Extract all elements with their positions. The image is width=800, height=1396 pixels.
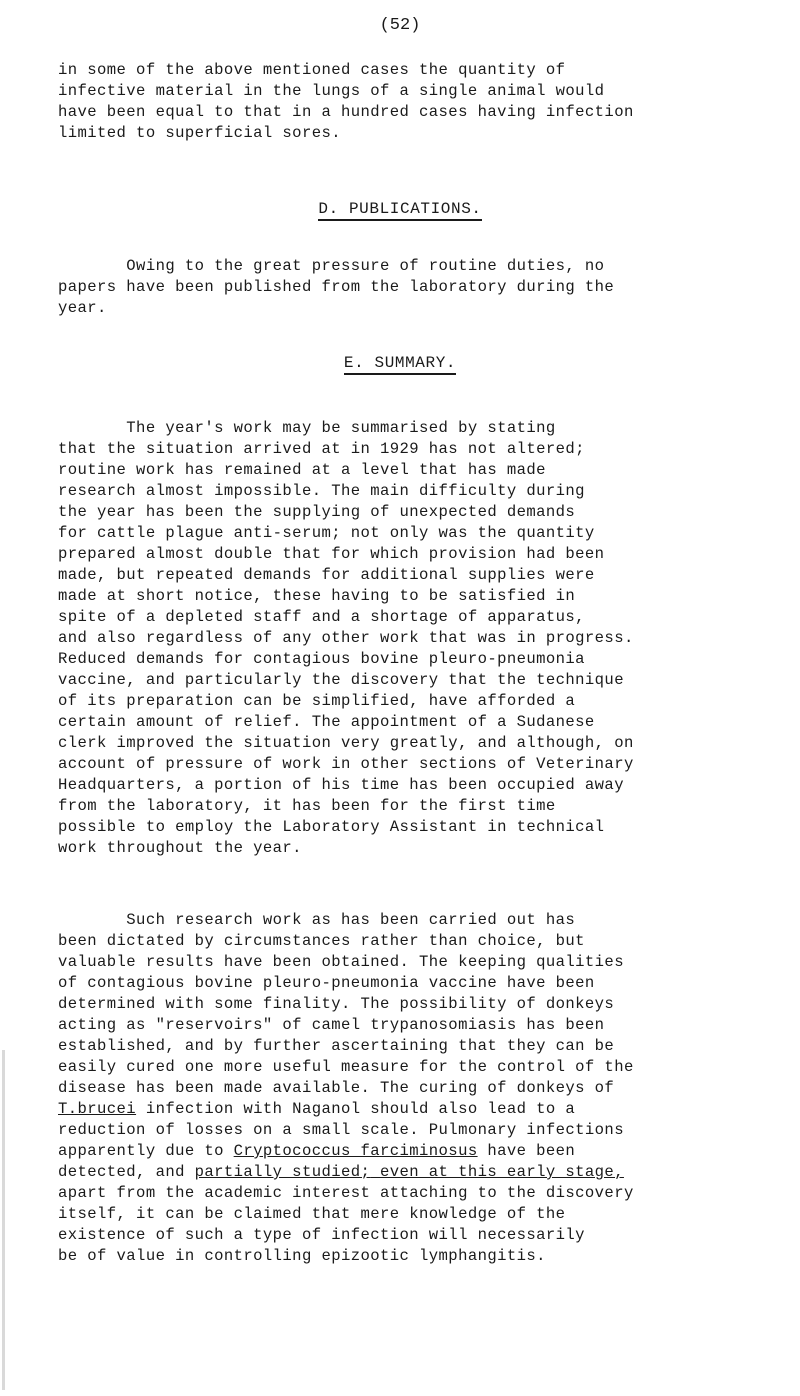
text-line bbox=[58, 1099, 778, 1120]
text-line: Reduced demands for contagious bovine pleuro-pneumonia bbox=[58, 650, 585, 668]
text-line bbox=[58, 1162, 778, 1183]
text-fragment: have been bbox=[477, 1142, 576, 1160]
publications-heading-text: D. PUBLICATIONS. bbox=[318, 200, 481, 221]
text-line: have been equal to that in a hundred cases having infection bbox=[58, 103, 634, 121]
intro-paragraph bbox=[58, 60, 778, 144]
text-line: papers have been published from the laboratory during the bbox=[58, 278, 615, 296]
text-fragment: detected, and bbox=[58, 1163, 195, 1181]
species-name: T.brucei bbox=[58, 1100, 137, 1118]
text-line: The year's work may be summarised by stating bbox=[58, 419, 556, 437]
text-line: Owing to the great pressure of routine duties, no bbox=[58, 257, 605, 275]
text-line: reduction of losses on a small scale. Pulmonary infections bbox=[58, 1121, 624, 1139]
text-fragment: even at this early stage, bbox=[370, 1163, 624, 1181]
text-line: year. bbox=[58, 299, 107, 317]
text-line: certain amount of relief. The appointment of a Sudanese bbox=[58, 713, 595, 731]
summary-heading bbox=[0, 354, 800, 372]
text-line: Headquarters, a portion of his time has been occupied away bbox=[58, 776, 624, 794]
scan-edge-mark bbox=[2, 1050, 5, 1390]
text-line: routine work has remained at a level that has made bbox=[58, 461, 546, 479]
text-line: infective material in the lungs of a single animal would bbox=[58, 82, 605, 100]
text-line: account of pressure of work in other sections of Veterinary bbox=[58, 755, 634, 773]
text-line: acting as "reservoirs" of camel trypanosomiasis has been bbox=[58, 1016, 605, 1034]
page-number: (52) bbox=[379, 16, 421, 35]
summary-heading-text: E. SUMMARY. bbox=[344, 354, 456, 375]
text-line: spite of a depleted staff and a shortage of apparatus, bbox=[58, 608, 585, 626]
text-fragment: infection with Naganol should also lead to a bbox=[136, 1100, 576, 1118]
text-line: in some of the above mentioned cases the quantity of bbox=[58, 61, 566, 79]
text-line: research almost impossible. The main difficulty during bbox=[58, 482, 585, 500]
text-line: the year has been the supplying of unexpected demands bbox=[58, 503, 576, 521]
text-line: clerk improved the situation very greatly, and although, on bbox=[58, 734, 634, 752]
text-line: established, and by further ascertaining that they can be bbox=[58, 1037, 615, 1055]
text-line: limited to superficial sores. bbox=[58, 124, 341, 142]
text-line: disease has been made available. The curing of donkeys of bbox=[58, 1079, 615, 1097]
text-line: be of value in controlling epizootic lymphangitis. bbox=[58, 1247, 546, 1265]
text-line: work throughout the year. bbox=[58, 839, 302, 857]
text-line: vaccine, and particularly the discovery that the technique bbox=[58, 671, 624, 689]
text-line: for cattle plague anti-serum; not only was the quantity bbox=[58, 524, 595, 542]
text-line: of contagious bovine pleuro-pneumonia vaccine have been bbox=[58, 974, 595, 992]
text-line: that the situation arrived at in 1929 has not altered; bbox=[58, 440, 585, 458]
summary-paragraph-1 bbox=[58, 418, 778, 859]
text-line: existence of such a type of infection will necessarily bbox=[58, 1226, 585, 1244]
text-line: and also regardless of any other work that was in progress. bbox=[58, 629, 634, 647]
text-line: easily cured one more useful measure for the control of the bbox=[58, 1058, 634, 1076]
text-line bbox=[58, 1141, 778, 1162]
text-line: made at short notice, these having to be satisfied in bbox=[58, 587, 576, 605]
text-line: Such research work as has been carried out has bbox=[58, 911, 576, 929]
species-name: Cryptococcus farciminosus bbox=[233, 1142, 478, 1160]
text-line: of its preparation can be simplified, have afforded a bbox=[58, 692, 576, 710]
text-line: made, but repeated demands for additional supplies were bbox=[58, 566, 595, 584]
text-line: itself, it can be claimed that mere knowledge of the bbox=[58, 1205, 566, 1223]
publications-heading bbox=[0, 200, 800, 218]
text-line: been dictated by circumstances rather than choice, but bbox=[58, 932, 585, 950]
publications-paragraph bbox=[58, 256, 778, 319]
underlined-phrase: partially studied; bbox=[194, 1163, 371, 1181]
text-line: prepared almost double that for which provision had been bbox=[58, 545, 605, 563]
text-line: possible to employ the Laboratory Assistant in technical bbox=[58, 818, 605, 836]
summary-paragraph-2 bbox=[58, 910, 778, 1267]
text-line: apart from the academic interest attaching to the discovery bbox=[58, 1184, 634, 1202]
text-fragment: apparently due to bbox=[58, 1142, 234, 1160]
text-line: determined with some finality. The possibility of donkeys bbox=[58, 995, 615, 1013]
text-line: from the laboratory, it has been for the first time bbox=[58, 797, 556, 815]
text-line: valuable results have been obtained. The keeping qualities bbox=[58, 953, 624, 971]
